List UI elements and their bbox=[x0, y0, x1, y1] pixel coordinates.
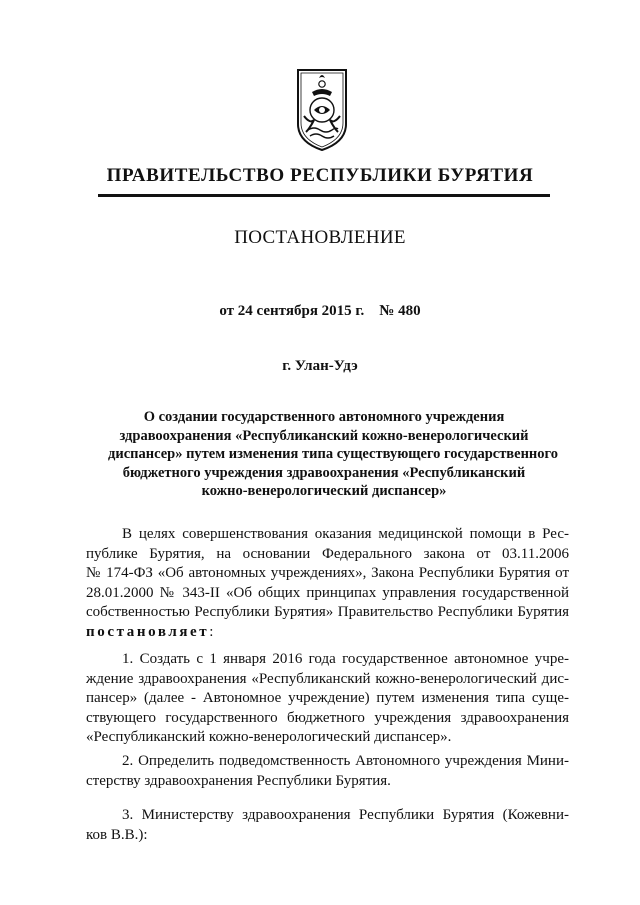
preamble-line: публике Бурятия, на основании Федерального закона от 03.11.2006 bbox=[86, 545, 569, 562]
item-line: ков В.В.): bbox=[86, 826, 148, 843]
item-line: 2. Определить подведомственность Автономного учреждения Мини- bbox=[122, 753, 569, 769]
subject-line: кожно-венерологический диспансер» bbox=[201, 483, 447, 500]
decree-colon: : bbox=[209, 623, 214, 640]
decree-item-3 bbox=[86, 806, 569, 845]
item-line: ждение здравоохранения «Республиканский кожно-венерологический дис- bbox=[86, 670, 569, 687]
subject-line: диспансер» путем изменения типа существующего государственного bbox=[108, 446, 559, 463]
preamble-line: 28.01.2000 № 343-II «Об общих принципах управления государственной bbox=[86, 584, 569, 601]
decree-subject bbox=[108, 408, 559, 501]
item-line: 3. Министерству здравоохранения Республики Бурятия (Кожевни- bbox=[122, 807, 569, 823]
item-line: пансер» (далее - Автономное учреждение) путем изменения типа суще- bbox=[86, 690, 569, 707]
date-and-number: от 24 сентября 2015 г. № 480 bbox=[219, 303, 421, 319]
government-title: ПРАВИТЕЛЬСТВО РЕСПУБЛИКИ БУРЯТИЯ bbox=[106, 165, 534, 186]
decree-item-1 bbox=[86, 650, 569, 748]
preamble-line: собственностью Республики Бурятия» Правительство Республики Бурятия bbox=[86, 604, 569, 621]
preamble-paragraph bbox=[86, 525, 569, 643]
subject-line: здравоохранения «Республиканский кожно-венерологический bbox=[119, 427, 529, 444]
item-line: «Республиканский кожно-венерологический диспансер». bbox=[86, 729, 452, 746]
decree-word: постановляет bbox=[86, 623, 210, 640]
subject-line: О создании государственного автономного учреждения bbox=[143, 409, 505, 425]
decree-item-2 bbox=[86, 752, 569, 791]
preamble-line: В целях совершенствования оказания медицинской помощи в Рес- bbox=[122, 526, 569, 542]
preamble-line: № 174-ФЗ «Об автономных учреждениях», Закона Республики Бурятия от bbox=[86, 565, 569, 582]
item-line: ствующего государственного бюджетного учреждения здравоохранения bbox=[86, 709, 569, 726]
preamble-decree-line bbox=[86, 623, 569, 643]
item-line: 1. Создать с 1 января 2016 года государственное автономное учре- bbox=[122, 651, 569, 667]
header-divider bbox=[98, 194, 550, 197]
document-type: ПОСТАНОВЛЕНИЕ bbox=[234, 227, 406, 248]
item-line: стерству здравоохранения Республики Бурятия. bbox=[86, 772, 391, 789]
subject-line: бюджетного учреждения здравоохранения «Республиканский bbox=[122, 464, 526, 481]
city-line: г. Улан-Удэ bbox=[282, 358, 358, 374]
coat-of-arms-emblem bbox=[292, 66, 352, 152]
